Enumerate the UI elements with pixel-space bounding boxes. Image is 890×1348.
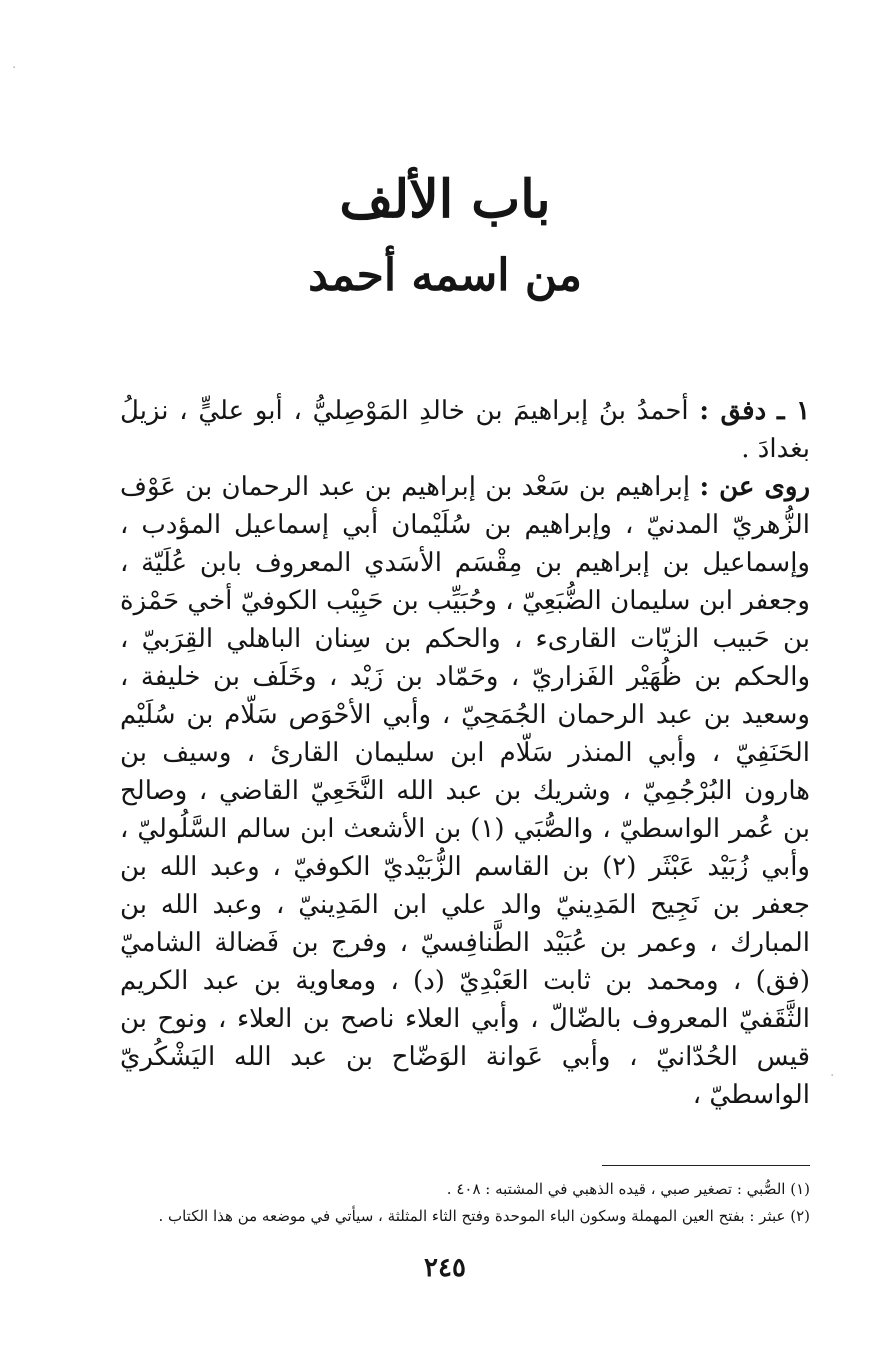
biography-entry [120,392,810,1114]
footnotes [110,1176,810,1230]
entry-number: ١ ـ [776,396,811,426]
narrated-from-paragraph [120,468,810,1114]
entry-heading-paragraph [120,392,810,468]
scan-speck: · [12,60,17,76]
footnote-1: (١) الصُّبي : تصغير صبي ، قيده الذهبي في المشتبه : ٤٠٨ . [446,1180,810,1198]
chapter-title: باب الألف [339,169,551,230]
scan-speck: · [830,1068,835,1084]
footnote-2: (٢) عبثر : بفتح العين المهملة وسكون الباء الموحدة وفتح الثاء المثلثة ، سيأتي في موضعه من هذا الكتاب . [158,1207,810,1225]
footnote-divider [602,1165,810,1166]
chapter-subtitle: من اسمه أحمد [308,250,582,301]
narrated-from-body: إبراهيم بن سَعْد بن إبراهيم بن عبد الرحمان بن عَوْف الزُّهريّ المدنيّ ، وإبراهيم بن سُلَيْمان أبي إسماعيل المؤدب ، وإسماعيل بن إبراهيم بن مِقْسَم الأسَدي المعروف بابن عُلَيّة ، وجعفر ابن سليمان الضُّبَعِيّ ، وحُبَيِّب بن حَبِيْب الكوفيّ أخي حَمْزة بن حَبيب الزيّات القارىء ، والحكم بن سِنان الباهلي القِرَبيّ ، والحكم بن ظُهَيْر الفَزاريّ ، وحَمّاد بن زَيْد ، وخَلَف بن خليفة ، وسعيد بن عبد الرحمان الجُمَحِيّ ، وأبي الأحْوَص سَلّام بن سُلَيْم الحَنَفِيّ ، وأبي المنذر سَلّام ابن سليمان القارئ ، وسيف بن هارون البُرْجُمِيّ ، وشريك بن عبد الله النَّخَعِيّ القاضي ، وصالح بن عُمر الواسطيّ ، والصُّبَي (١) بن الأشعث ابن سالم السَّلُوليّ ، وأبي زُبَيْد عَبْثَر (٢) بن القاسم الزُّبَيْديّ الكوفيّ ، وعبد الله بن جعفر بن نَجِيح المَدِينيّ والد علي ابن المَدِينيّ ، وعبد الله بن المبارك ، وعمر بن عُبَيْد الطَّنافِسيّ ، وفرج بن فَضالة الشاميّ (فق) ، ومحمد بن ثابت العَبْدِيّ (د) ، ومعاوية بن عبد الكريم الثَّقَفيّ المعروف بالضّالّ ، وأبي العلاء ناصح بن العلاء ، ونوح بن قيس الحُدّانيّ ، وأبي عَوانة الوَضّاح بن عبد الله اليَشْكُريّ الواسطيّ ، [120,472,811,1110]
narrated-from-label: روى عن : [699,472,811,502]
entry-heading: أحمدُ بنُ إبراهيمَ بن خالدِ المَوْصِليُّ ، أبو عليٍّ ، نزيلُ بغدادَ . [120,396,810,464]
entry-codes: دفق : [699,396,767,426]
page-number: ٢٤٥ [424,1253,466,1283]
